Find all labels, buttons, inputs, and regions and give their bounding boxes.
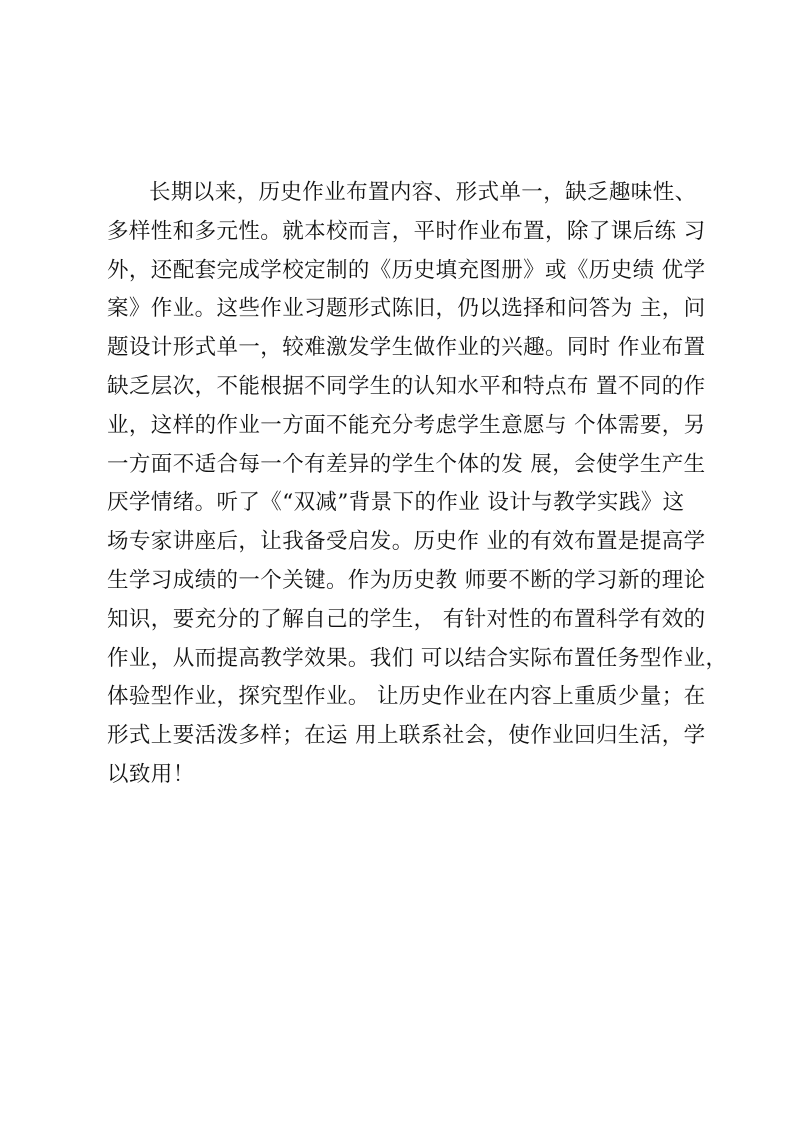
paragraph-line-11: 生学习成绩的一个关键。作为历史教 师要不断的学习新的理论 — [107, 567, 706, 593]
paragraph-line-4: 案》作业。这些作业习题形式陈旧，仍以选择和问答为 主，问 — [107, 296, 706, 322]
paragraph-line-1: 长期以来，历史作业布置内容、形式单一，缺乏趣味性、 — [149, 180, 697, 205]
paragraph-line-16: 以致用！ — [107, 761, 195, 787]
paragraph-line-10: 场专家讲座后，让我备受启发。历史作 业的有效布置是提高学 — [107, 529, 706, 555]
paragraph-line-7: 业，这样的作业一方面不能充分考虑学生意愿与 个体需要，另 — [107, 412, 706, 438]
paragraph-line-9: 厌学情绪。听了《“双减”背景下的作业 设计与教学实践》这 — [107, 490, 685, 516]
paragraph-line-15: 形式上要活泼多样；在运 用上联系社会，使作业回归生活，学 — [107, 723, 706, 749]
paragraph-line-6: 缺乏层次，不能根据不同学生的认知水平和特点布 置不同的作 — [107, 373, 706, 399]
paragraph-line-13: 作业，从而提高教学效果。我们 可以结合实际布置任务型作业， — [107, 645, 728, 671]
paragraph-line-12: 知识，要充分的了解自己的学生， 有针对性的布置科学有效的 — [107, 606, 706, 632]
paragraph-line-8: 一方面不适合每一个有差异的学生个体的发 展，会使学生产生 — [107, 451, 706, 477]
paragraph-line-5: 题设计形式单一，较难激发学生做作业的兴趣。同时 作业布置 — [107, 335, 706, 361]
paragraph-line-3: 外，还配套完成学校定制的《历史填充图册》或《历史绩 优学 — [107, 257, 706, 283]
paragraph-line-14: 体验型作业，探究型作业。 让历史作业在内容上重质少量；在 — [107, 684, 706, 710]
paragraph-line-2: 多样性和多元性。就本校而言，平时作业布置，除了课后练 习 — [107, 218, 706, 244]
body-paragraph — [107, 174, 728, 795]
